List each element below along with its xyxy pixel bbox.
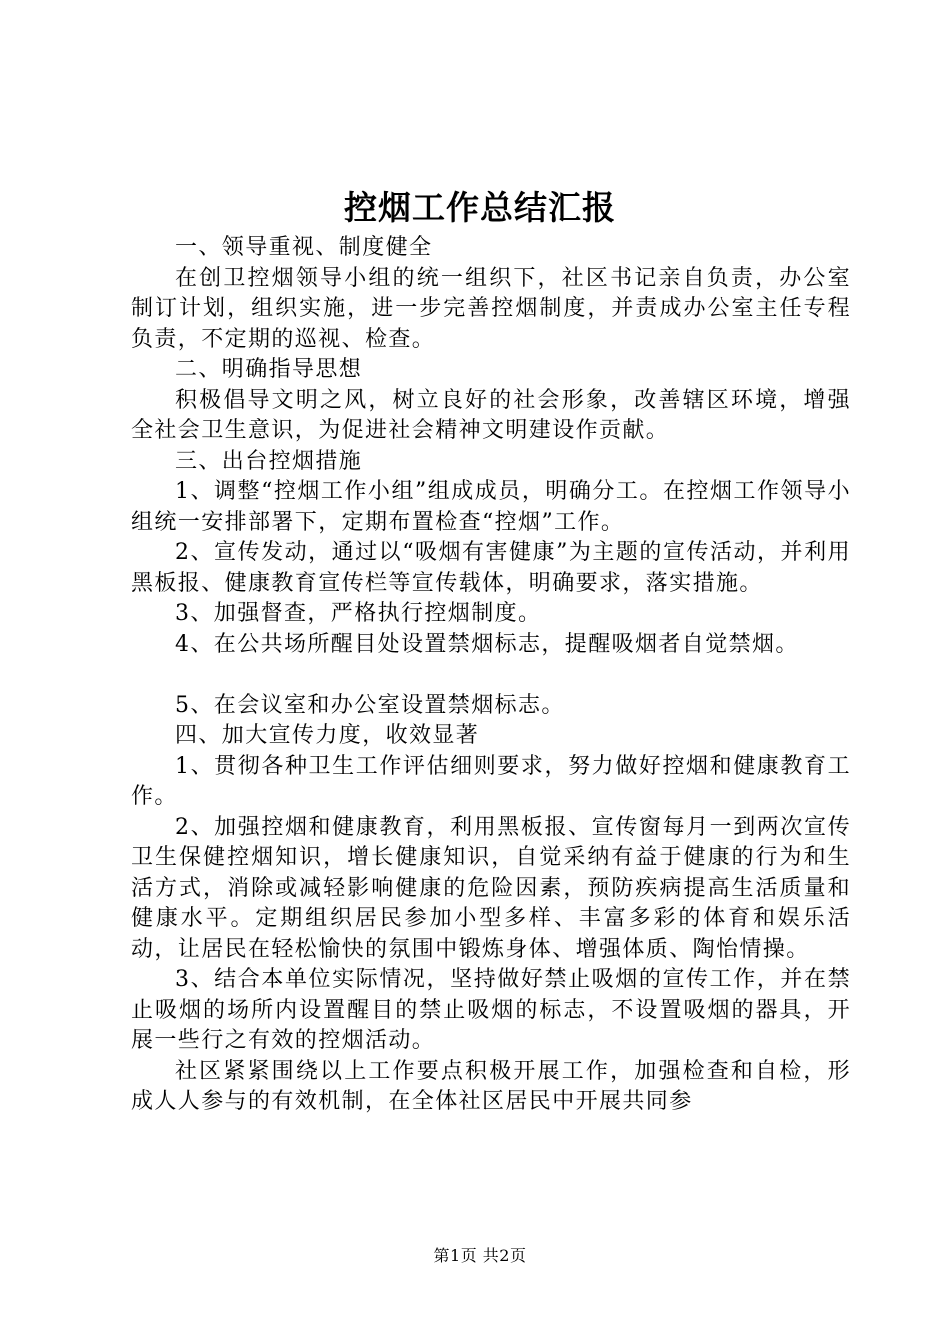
list-item: 4、在公共场所醒目处设置禁烟标志，提醒吸烟者自觉禁烟。 <box>175 631 799 657</box>
section-heading: 三、出台控烟措施 <box>175 448 363 474</box>
document-body <box>131 233 851 1118</box>
list-item: 2、加强控烟和健康教育，利用黑板报、宣传窗每月一到两次宣传卫生保健控烟知识，增长健康知识，自觉采纳有益于健康的行为和生活方式，消除或减轻影响健康的危险因素，预防疾病提高生活质量和健康水平。定期组织居民参加小型多样、丰富多彩的体育和娱乐活动，让居民在轻松愉快的氛围中锻炼身体、增强体质、陶怡情操。 <box>131 814 851 962</box>
paragraph: 在创卫控烟领导小组的统一组织下，社区书记亲自负责，办公室制订计划，组织实施，进一步完善控烟制度，并责成办公室主任专程负责，不定期的巡视、检查。 <box>131 265 851 352</box>
paragraph: 社区紧紧围绕以上工作要点积极开展工作，加强检查和自检，形成人人参与的有效机制，在全体社区居民中开展共同参 <box>131 1058 851 1114</box>
list-item: 1、贯彻各种卫生工作评估细则要求，努力做好控烟和健康教育工作。 <box>131 753 851 809</box>
list-item: 3、结合本单位实际情况，坚持做好禁止吸烟的宣传工作，并在禁止吸烟的场所内设置醒目的禁止吸烟的标志，不设置吸烟的器具，开展一些行之有效的控烟活动。 <box>131 967 851 1053</box>
section-heading: 四、加大宣传力度，收效显著 <box>175 723 480 748</box>
list-item: 3、加强督查，严格执行控烟制度。 <box>175 601 542 626</box>
list-item: 1、调整“控烟工作小组”组成成员，明确分工。在控烟工作领导小组统一安排部署下，定期布置检查“控烟”工作。 <box>131 479 851 535</box>
page-footer: 第1页 共2页 <box>433 1246 527 1265</box>
list-item: 5、在会议室和办公室设置禁烟标志。 <box>175 692 565 718</box>
section-heading: 一、领导重视、制度健全 <box>175 235 433 260</box>
section-heading: 二、明确指导思想 <box>175 357 363 382</box>
list-item: 2、宣传发动，通过以“吸烟有害健康”为主题的宣传活动，并利用黑板报、健康教育宣传栏等宣传载体，明确要求，落实措施。 <box>131 540 851 596</box>
paragraph: 积极倡导文明之风，树立良好的社会形象，改善辖区环境，增强全社会卫生意识，为促进社会精神文明建设作贡献。 <box>131 387 851 443</box>
document-title: 控烟工作总结汇报 <box>344 188 616 227</box>
